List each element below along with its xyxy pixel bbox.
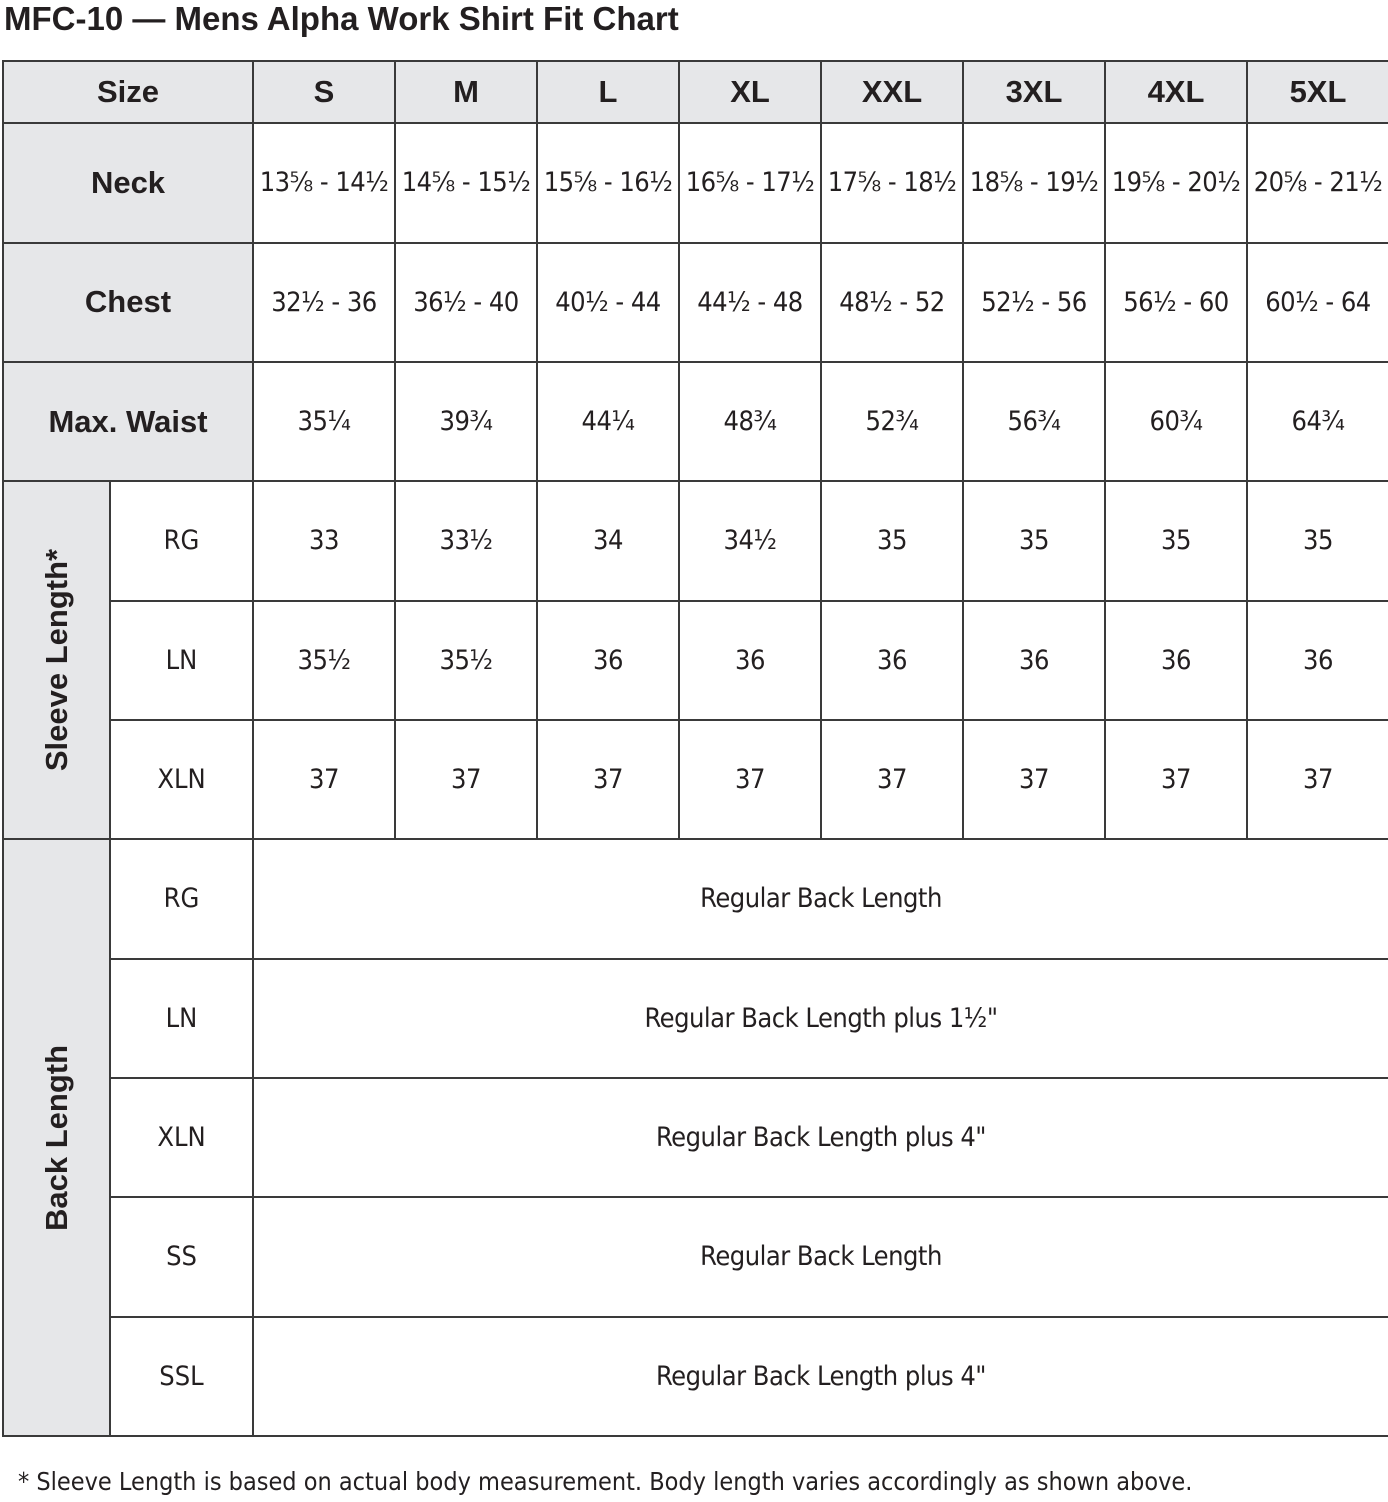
waist-cell: 35¼ (253, 362, 395, 481)
neck-cell: 17⅝ - 18½ (821, 123, 963, 242)
size-header: S (253, 61, 395, 123)
waist-cell: 52¾ (821, 362, 963, 481)
back-length-value: Regular Back Length plus 4" (253, 1078, 1388, 1197)
size-header: 5XL (1247, 61, 1388, 123)
back-length-value: Regular Back Length plus 1½" (253, 959, 1388, 1078)
chest-label: Chest (3, 243, 253, 362)
size-header-label: Size (3, 61, 253, 123)
size-header: 3XL (963, 61, 1105, 123)
sleeve-row-label: RG (110, 481, 253, 600)
sleeve-row-label: XLN (110, 720, 253, 839)
sleeve-cell: 37 (821, 720, 963, 839)
neck-cell: 20⅝ - 21½ (1247, 123, 1388, 242)
waist-cell: 48¾ (679, 362, 821, 481)
chest-row (3, 243, 1388, 362)
page-title: MFC-10 — Mens Alpha Work Shirt Fit Chart (4, 0, 679, 37)
waist-cell: 64¾ (1247, 362, 1388, 481)
back-length-value: Regular Back Length plus 4" (253, 1317, 1388, 1436)
sleeve-cell: 36 (537, 601, 679, 720)
sleeve-cell: 34 (537, 481, 679, 600)
size-header: XXL (821, 61, 963, 123)
back-row-label: SS (110, 1197, 253, 1316)
back-length-value: Regular Back Length (253, 1197, 1388, 1316)
back-row-label: LN (110, 959, 253, 1078)
size-header: L (537, 61, 679, 123)
sleeve-cell: 36 (679, 601, 821, 720)
sleeve-cell: 35 (821, 481, 963, 600)
back-length-row (3, 839, 1388, 958)
neck-cell: 18⅝ - 19½ (963, 123, 1105, 242)
sleeve-cell: 36 (1105, 601, 1247, 720)
back-row-label: SSL (110, 1317, 253, 1436)
neck-cell: 14⅝ - 15½ (395, 123, 537, 242)
sleeve-cell: 37 (963, 720, 1105, 839)
sleeve-cell: 37 (395, 720, 537, 839)
footnote: * Sleeve Length is based on actual body measurement. Body length varies accordingly as shown above. (18, 1467, 1193, 1496)
sleeve-cell: 36 (963, 601, 1105, 720)
chest-cell: 56½ - 60 (1105, 243, 1247, 362)
waist-cell: 39¾ (395, 362, 537, 481)
neck-label: Neck (3, 123, 253, 242)
sleeve-length-label: Sleeve Length* (38, 549, 74, 772)
waist-label: Max. Waist (3, 362, 253, 481)
sleeve-cell: 35 (1105, 481, 1247, 600)
waist-cell: 44¼ (537, 362, 679, 481)
chest-cell: 60½ - 64 (1247, 243, 1388, 362)
waist-cell: 60¾ (1105, 362, 1247, 481)
sleeve-cell: 33 (253, 481, 395, 600)
sleeve-cell: 36 (821, 601, 963, 720)
back-length-value: Regular Back Length (253, 839, 1388, 958)
chest-cell: 52½ - 56 (963, 243, 1105, 362)
sleeve-cell: 37 (253, 720, 395, 839)
chest-cell: 32½ - 36 (253, 243, 395, 362)
sleeve-cell: 35 (1247, 481, 1388, 600)
back-row-label: RG (110, 839, 253, 958)
chest-cell: 48½ - 52 (821, 243, 963, 362)
sleeve-cell: 34½ (679, 481, 821, 600)
back-length-row (3, 1078, 1388, 1197)
back-row-label: XLN (110, 1078, 253, 1197)
size-header: M (395, 61, 537, 123)
fit-chart-table (2, 60, 1388, 1437)
neck-cell: 16⅝ - 17½ (679, 123, 821, 242)
sleeve-cell: 35 (963, 481, 1105, 600)
sleeve-cell: 33½ (395, 481, 537, 600)
size-header-row (3, 61, 1388, 123)
size-header: XL (679, 61, 821, 123)
sleeve-cell: 35½ (253, 601, 395, 720)
sleeve-row (3, 481, 1388, 600)
back-length-row (3, 1317, 1388, 1436)
sleeve-cell: 37 (1105, 720, 1247, 839)
chest-cell: 44½ - 48 (679, 243, 821, 362)
sleeve-cell: 37 (1247, 720, 1388, 839)
sleeve-row (3, 720, 1388, 839)
sleeve-length-group (3, 481, 110, 839)
back-length-row (3, 1197, 1388, 1316)
neck-cell: 13⅝ - 14½ (253, 123, 395, 242)
chest-cell: 40½ - 44 (537, 243, 679, 362)
back-length-label: Back Length (38, 1044, 74, 1231)
neck-row (3, 123, 1388, 242)
sleeve-cell: 36 (1247, 601, 1388, 720)
sleeve-row (3, 601, 1388, 720)
back-length-group (3, 839, 110, 1436)
sleeve-row-label: LN (110, 601, 253, 720)
sleeve-cell: 37 (537, 720, 679, 839)
waist-row (3, 362, 1388, 481)
chest-cell: 36½ - 40 (395, 243, 537, 362)
back-length-row (3, 959, 1388, 1078)
size-header: 4XL (1105, 61, 1247, 123)
sleeve-cell: 37 (679, 720, 821, 839)
sleeve-cell: 35½ (395, 601, 537, 720)
neck-cell: 19⅝ - 20½ (1105, 123, 1247, 242)
neck-cell: 15⅝ - 16½ (537, 123, 679, 242)
waist-cell: 56¾ (963, 362, 1105, 481)
